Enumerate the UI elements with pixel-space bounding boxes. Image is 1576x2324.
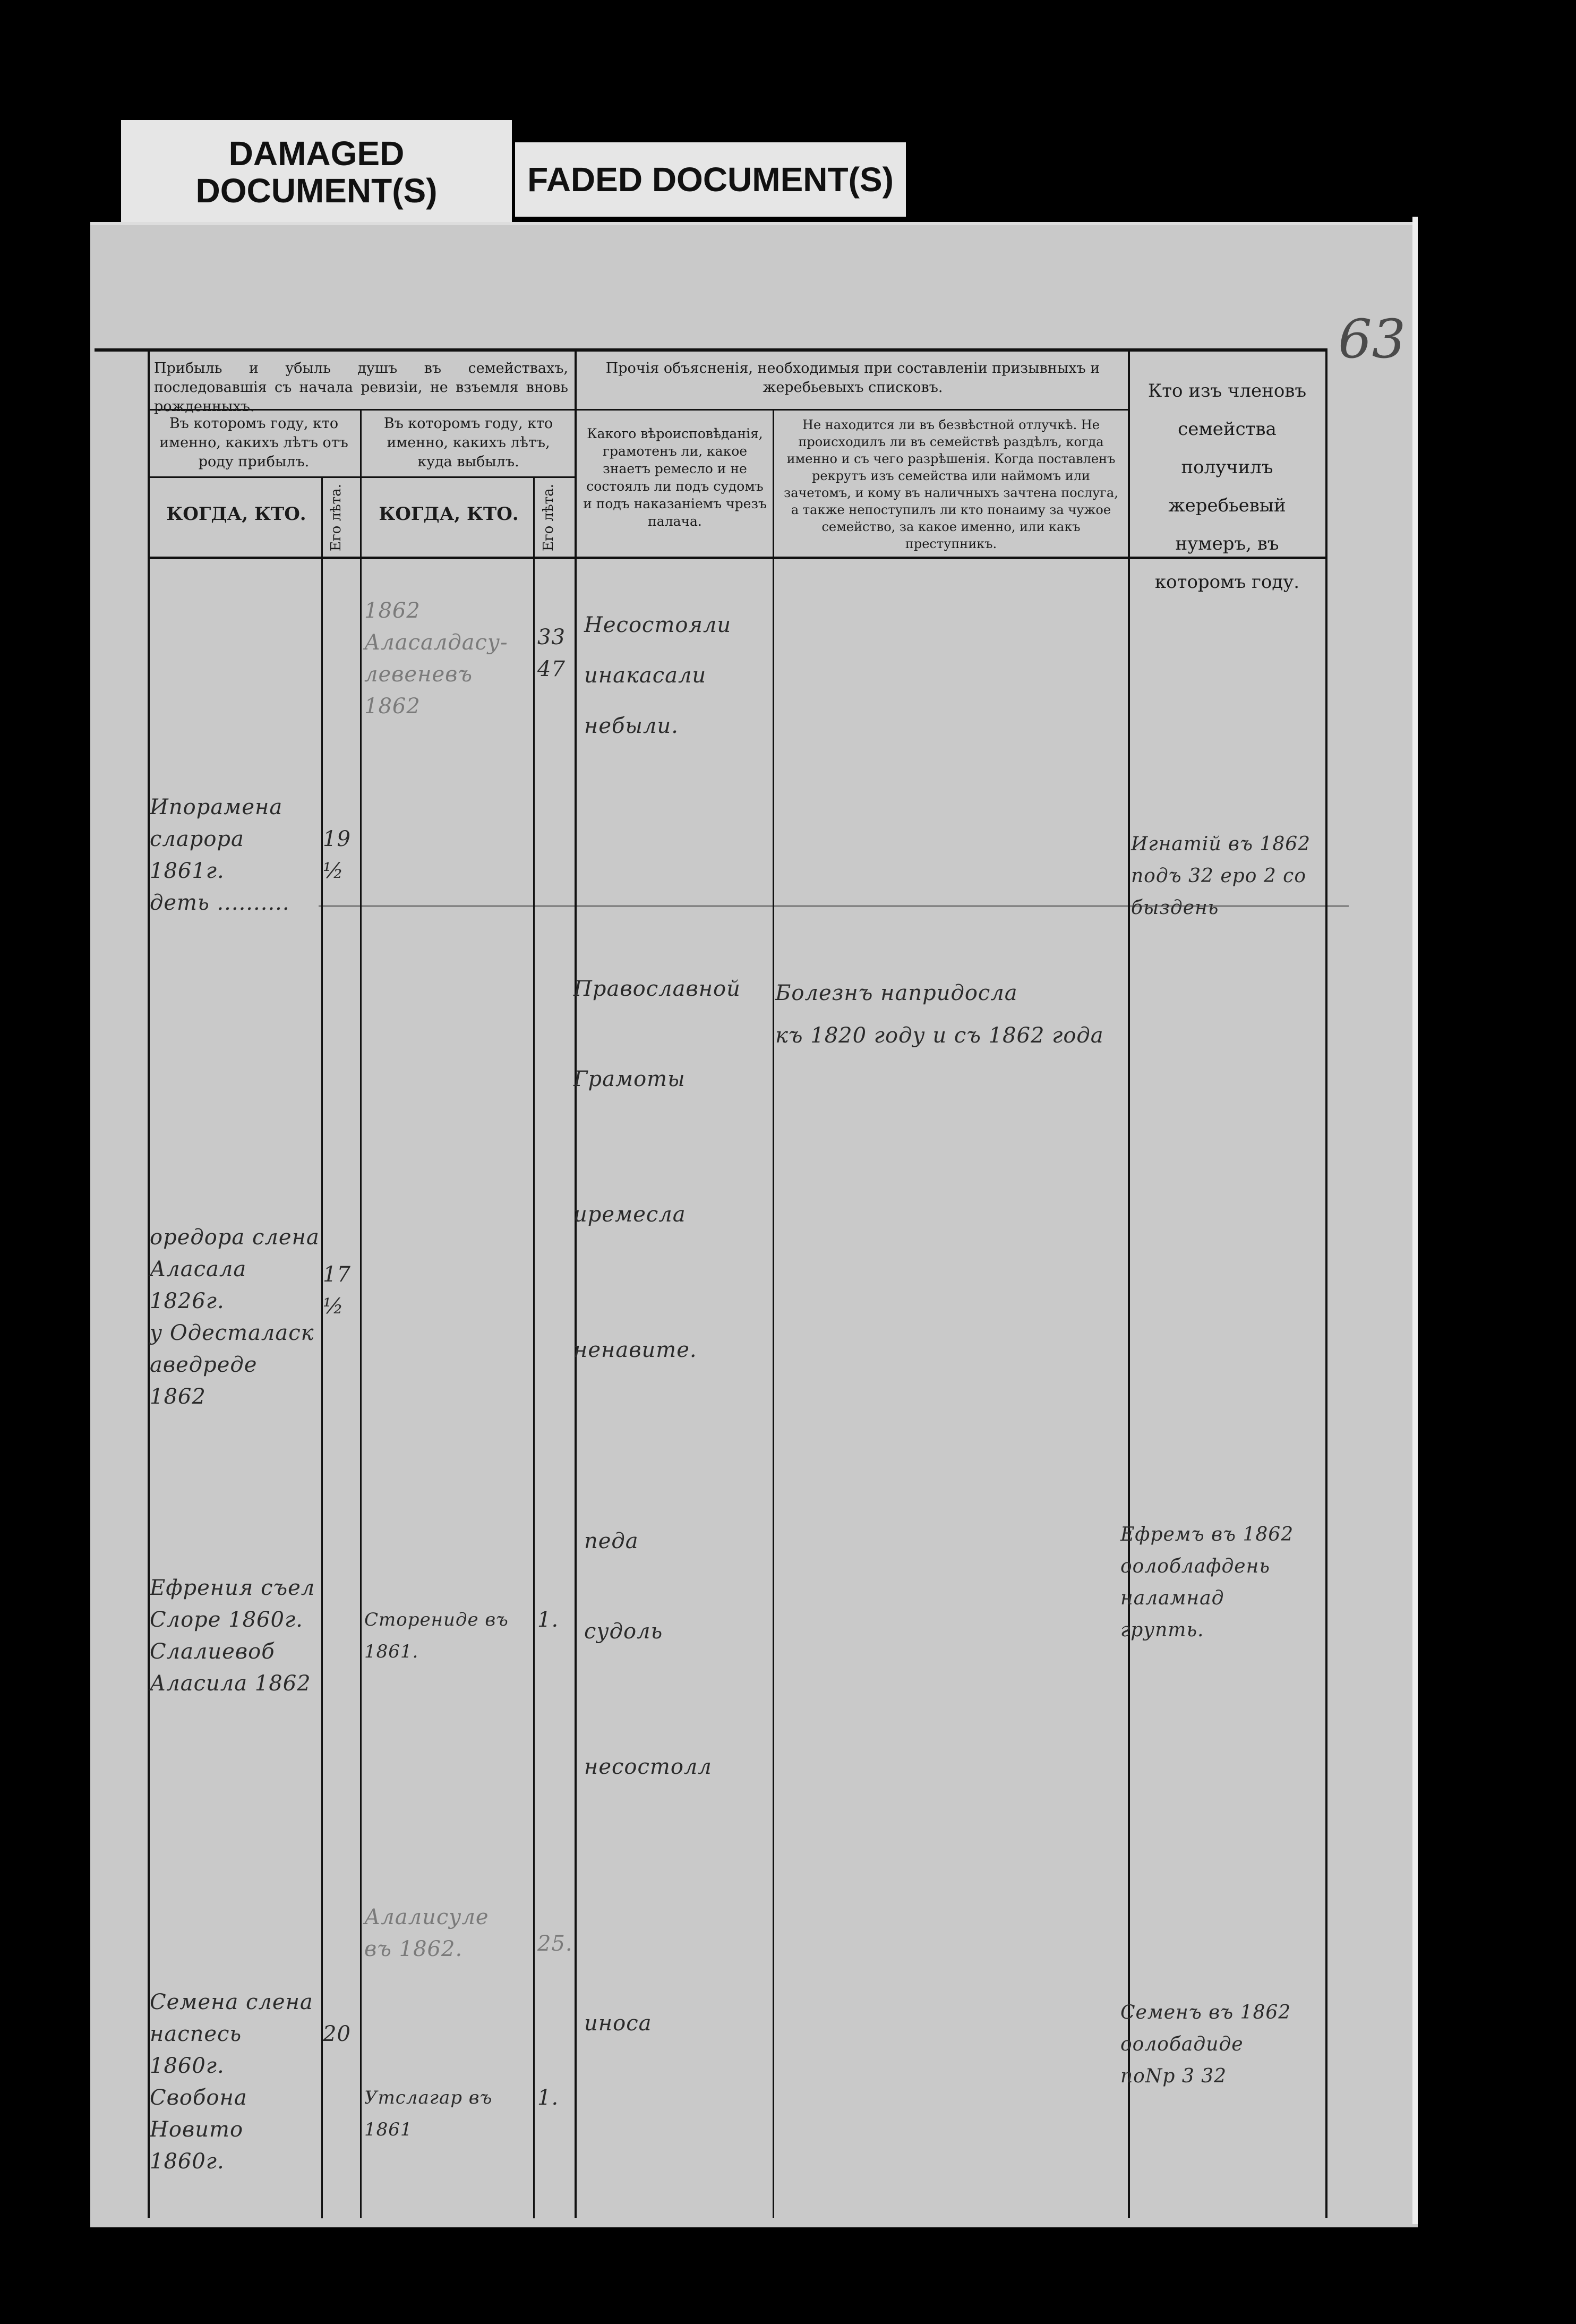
- departed-entry-4: Утслагар въ 1861: [364, 2087, 493, 2140]
- arrived-entry-1: Ипорамена сларора 1861г. деть ..........: [150, 795, 290, 915]
- col-absence-right: [1128, 348, 1130, 2218]
- header-when-who-arrived: КОГДА, КТО.: [166, 503, 306, 525]
- departed-age-4: 1.: [537, 2086, 559, 2110]
- header-religion: Какого вѣроисповѣданiя, грамотенъ ли, какое знаетъ ремесло и не состоялъ ли подъ судомъ и подъ наказанiемъ чрезъ палача.: [583, 426, 767, 529]
- departed-age-2: 1.: [537, 1608, 559, 1632]
- departed-age-1: 33 47: [537, 625, 566, 681]
- col-right-border: [1325, 348, 1327, 2218]
- header-absence: Не находится ли въ безвѣстной отлучкѣ. Не происходилъ ли въ семействѣ раздѣлъ, когда именно и съ чего разрѣшенiя. Когда поставленъ рекрутъ изъ семейства или наймомъ или зачетомъ, и кому въ наличныхъ зачтена послуга, а также непоступилъ ли кто понаиму за чужое семейство, за какое именно, или какъ преступникъ.: [784, 417, 1118, 551]
- departed-age-3: 25.: [537, 1932, 573, 1956]
- religion-entry-4: иноса: [584, 2011, 652, 2036]
- group-header-movement: Прибыль и убыль душъ въ семействахъ, последовавшiя съ начала ревизiи, не взъемля вновь рожденныхъ.: [154, 360, 568, 415]
- arrived-age-2: 17 ½: [323, 1262, 351, 1319]
- col-arr-age-left: [321, 476, 323, 2218]
- lot-entry-3: Семенъ въ 1862 оолобадиде поNр 3 32: [1120, 2002, 1291, 2087]
- page-number: 63: [1338, 308, 1406, 370]
- col-dep-age-left: [533, 476, 535, 2218]
- religion-entry-2: Православной Грамоты иремесла ненавите.: [573, 977, 741, 1362]
- religion-entry-3: педа судоль несостолл: [584, 1529, 712, 1779]
- header-when-who-departed: КОГДА, КТО.: [379, 503, 519, 525]
- arrived-entry-2: оредора слена Аласала 1826г. у Одесталаск аведреде 1862: [150, 1225, 320, 1409]
- col-arr-age-right: [360, 409, 362, 2218]
- header-arrived: Въ которомъ году, кто именно, какихъ лѣтъ отъ роду прибылъ.: [159, 415, 348, 470]
- col-religion-right: [773, 409, 774, 2218]
- header-age-arrived: Его лѣта.: [328, 484, 344, 552]
- arrived-entry-4: Семена слена наспесь 1860г. Свобона Новито 1860г.: [150, 1990, 313, 2174]
- departed-entry-3: Алалисуле въ 1862.: [364, 1905, 489, 1961]
- arrived-entry-3: Ефрения съел Слоре 1860г. Слалиевоб Аласила 1862: [150, 1576, 315, 1696]
- damaged-document-label: DAMAGED DOCUMENT(S): [121, 120, 512, 224]
- header-departed: Въ которомъ году, кто именно, какихъ лѣтъ, куда выбылъ.: [383, 415, 553, 470]
- subheader-rule-2: [148, 476, 577, 478]
- page-edge: [1412, 217, 1418, 2224]
- header-age-departed: Его лѣта.: [541, 484, 556, 552]
- lot-entry-2: Ефремъ въ 1862 оолоблафдень наламнад групть.: [1120, 1524, 1294, 1641]
- absence-entry-1: Болезнъ напридосла къ 1820 году и съ 1862 года: [775, 981, 1104, 1048]
- header-lot-number: Кто изъ членовъ семейства получилъ жеребьевый нумеръ, въ которомъ году.: [1147, 380, 1307, 593]
- departed-entry-1: 1862 Аласалдасу- левеневъ 1862: [364, 599, 508, 719]
- table-top-rule: [95, 348, 1327, 352]
- religion-entry-1: Несостояли инакасали небыли.: [584, 613, 732, 738]
- group-header-other-explanations: Прочiя объясненiя, необходимыя при составленiи призывныхъ и жеребьевыхъ списковъ.: [605, 360, 1100, 396]
- lot-entry-1: Игнатiй въ 1862 подъ 32 еро 2 со быздень: [1131, 833, 1311, 919]
- arrived-age-1: 19 ½: [323, 827, 351, 883]
- faded-document-label: FADED DOCUMENT(S): [515, 142, 906, 217]
- arrived-age-4: 20: [323, 2022, 351, 2046]
- departed-entry-2: Сторениде въ 1861.: [364, 1609, 509, 1662]
